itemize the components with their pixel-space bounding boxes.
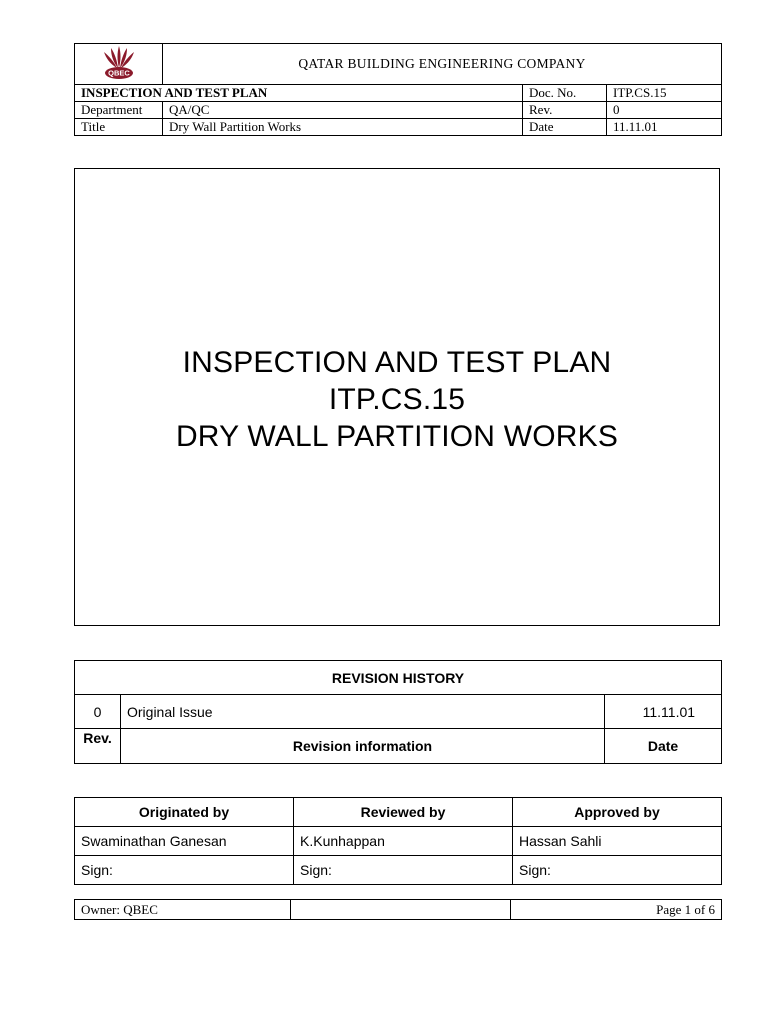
date-label: Date [523, 119, 607, 136]
revision-info: Original Issue [121, 695, 605, 729]
approver-name: Hassan Sahli [513, 827, 722, 856]
date-column-header: Date [605, 729, 722, 764]
revision-number: 0 [75, 695, 121, 729]
approved-by-header: Approved by [513, 798, 722, 827]
reviewer-sign: Sign: [294, 856, 513, 885]
department-label: Department [75, 102, 163, 119]
svg-text:QBEC: QBEC [107, 68, 130, 78]
page-footer [74, 899, 722, 920]
originator-sign: Sign: [75, 856, 294, 885]
originated-by-header: Originated by [75, 798, 294, 827]
rev-value: 0 [607, 102, 722, 119]
company-name: QATAR BUILDING ENGINEERING COMPANY [163, 44, 722, 85]
cover-title-line-1: INSPECTION AND TEST PLAN [182, 346, 612, 379]
doc-no-value: ITP.CS.15 [607, 85, 722, 102]
originator-name: Swaminathan Ganesan [75, 827, 294, 856]
date-value: 11.11.01 [607, 119, 722, 136]
title-value: Dry Wall Partition Works [163, 119, 523, 136]
table-row [75, 695, 722, 729]
document-header [74, 43, 722, 136]
qbec-logo-icon [100, 44, 138, 80]
approver-sign: Sign: [513, 856, 722, 885]
cover-title-line-2: ITP.CS.15 [328, 383, 466, 416]
doc-no-label: Doc. No. [523, 85, 607, 102]
cover-panel [74, 168, 720, 626]
title-label: Title [75, 119, 163, 136]
department-value: QA/QC [163, 102, 523, 119]
rev-label: Rev. [523, 102, 607, 119]
footer-middle-cell [291, 900, 511, 920]
reviewer-name: K.Kunhappan [294, 827, 513, 856]
cover-title-line-3: DRY WALL PARTITION WORKS [175, 420, 619, 453]
revision-history-heading: REVISION HISTORY [75, 661, 722, 695]
owner-text: Owner: QBEC [75, 900, 291, 920]
company-logo [75, 44, 163, 85]
document-type: INSPECTION AND TEST PLAN [75, 85, 523, 102]
rev-column-header: Rev. [75, 729, 121, 764]
cover-title [75, 344, 719, 455]
page-number: Page 1 of 6 [511, 900, 722, 920]
reviewed-by-header: Reviewed by [294, 798, 513, 827]
approval-table [74, 797, 722, 885]
revision-history-table [74, 660, 722, 764]
revision-info-column-header: Revision information [121, 729, 605, 764]
revision-date: 11.11.01 [605, 695, 722, 729]
